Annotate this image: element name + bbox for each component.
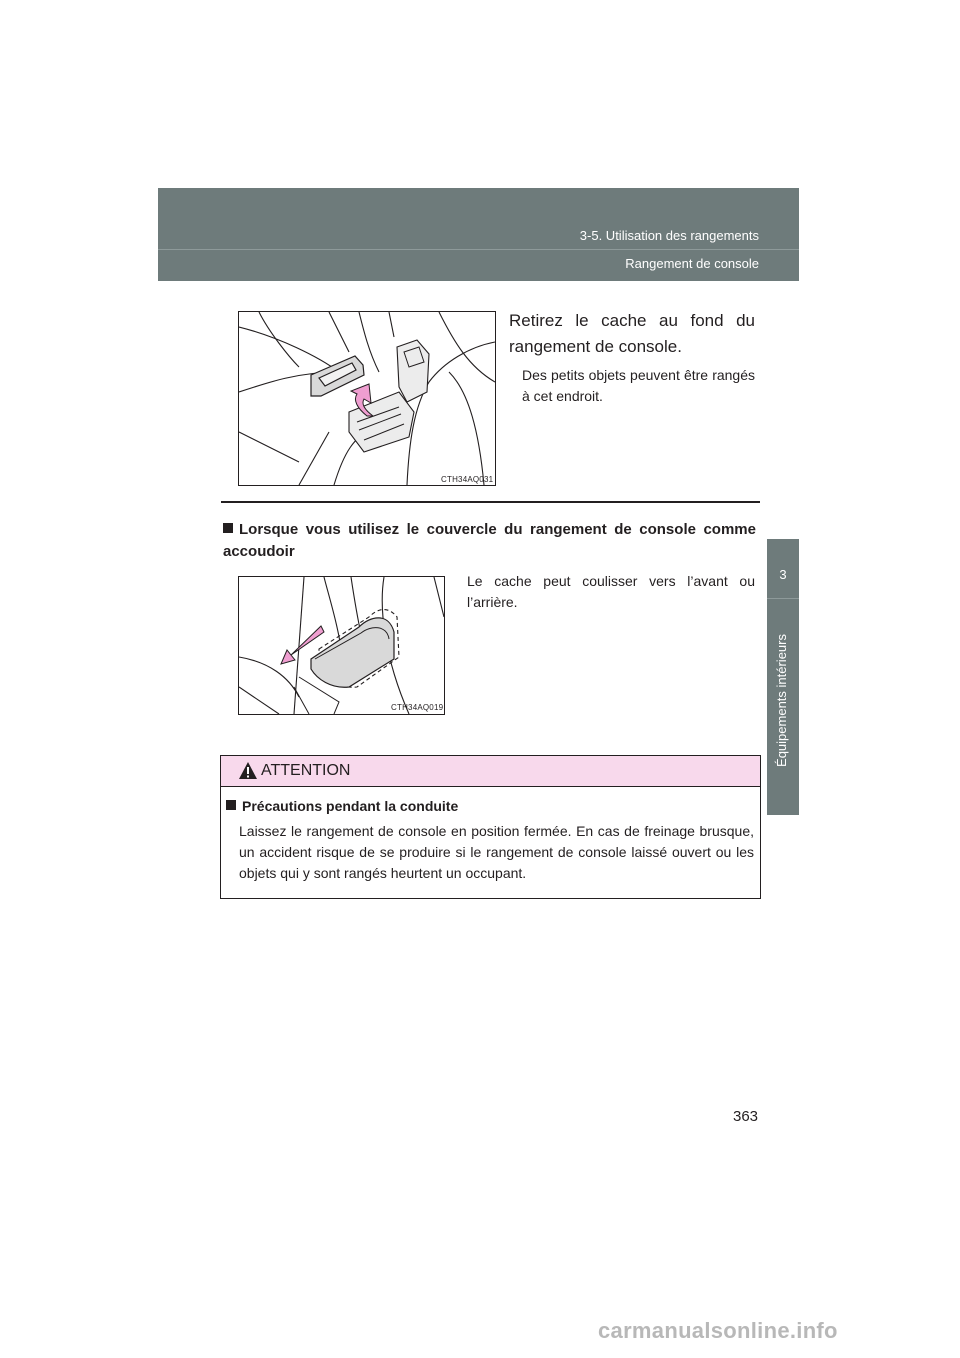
attention-header <box>221 756 760 787</box>
attention-title: ATTENTION <box>261 762 351 779</box>
chapter-tab <box>767 539 799 815</box>
console-illustration <box>239 312 495 485</box>
watermark: carmanualsonline.info <box>598 1318 838 1343</box>
warning-triangle-icon <box>238 761 258 780</box>
page-header <box>158 188 799 281</box>
header-divider <box>158 249 799 250</box>
attention-box <box>220 755 761 899</box>
figure-armrest-slide <box>238 576 445 715</box>
armrest-illustration <box>239 577 444 714</box>
figure-code: CTH34AQ019 <box>391 703 444 712</box>
chapter-tab-divider <box>767 598 799 599</box>
section-divider <box>221 501 760 503</box>
chapter-number: 3 <box>779 567 787 582</box>
bullet-square-icon <box>223 523 233 533</box>
attention-heading-text: Précautions pendant la conduite <box>242 798 459 814</box>
section-heading <box>223 519 756 563</box>
subsection-title: Rangement de console <box>625 256 759 271</box>
step-note: Des petits objets peuvent être rangés à cet endroit. <box>522 367 755 404</box>
figure-console-cover-removal <box>238 311 496 486</box>
attention-heading <box>226 798 458 814</box>
step-instruction: Retirez le cache au fond du rangement de console. <box>509 311 755 356</box>
figure-code: CTH34AQ031 <box>441 475 494 484</box>
chapter-label: Équipements intérieurs <box>774 634 789 767</box>
bullet-square-icon <box>226 800 236 810</box>
attention-body: Laissez le rangement de console en position fermée. En cas de freinage brusque, un accident risque de se produire si le rangement de console laissé ouvert ou les objets qui y sont rangés heurtent un occupant. <box>239 823 754 881</box>
section-heading-text: Lorsque vous utilisez le couvercle du rangement de console comme accoudoir <box>223 521 756 560</box>
page-number: 363 <box>733 1108 759 1125</box>
section-title: 3-5. Utilisation des rangements <box>579 228 759 243</box>
section-text: Le cache peut coulisser vers l’avant ou l’arrière. <box>467 573 755 610</box>
